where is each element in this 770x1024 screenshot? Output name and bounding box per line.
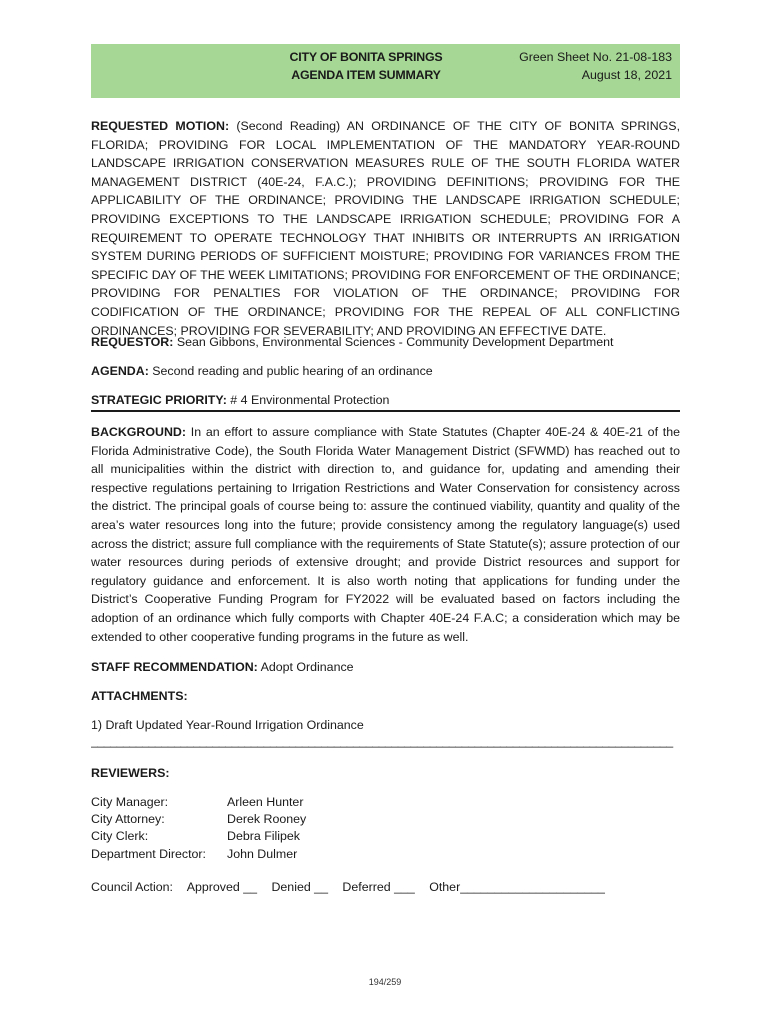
- requested-motion: [91, 117, 680, 340]
- background: [91, 423, 680, 646]
- requestor-text: Sean Gibbons, Environmental Sciences - Community Development Department: [176, 335, 614, 349]
- agenda-label: AGENDA:: [91, 364, 149, 378]
- reviewer-role: City Clerk:: [91, 829, 149, 844]
- strategic-priority-label: STRATEGIC PRIORITY:: [91, 393, 227, 407]
- requested-motion-text: (Second Reading) AN ORDINANCE OF THE CITY OF BONITA SPRINGS, FLORIDA; PROVIDING FOR LOCAL IMPLEMENTATION OF THE MANDATORY YEAR-ROUND LANDSCAPE IRRIGATION CONSERVATION MEASURES RULE OF THE SOUTH FLORIDA WATER MANAGEMENT DISTRICT (40E-24, F.A.C.); PROVIDING DEFINITIONS; PROVIDING FOR THE APPLICABILITY OF THE ORDINANCE; PROVIDING THE LANDSCAPE IRRIGATION SCHEDULE; PROVIDING EXCEPTIONS TO THE LANDSCAPE IRRIGATION SCHEDULE; PROVIDING FOR A REQUIREMENT TO OPERATE TECHNOLOGY THAT INHIBITS OR INTERRUPTS AN IRRIGATION SYSTEM DURING PERIODS OF SUFFICIENT MOISTURE; PROVIDING FOR VARIANCES FROM THE SPECIFIC DAY OF THE WEEK LIMITATIONS; PROVIDING FOR ENFORCEMENT OF THE ORDINANCE; PROVIDING FOR PENALTIES FOR VIOLATION OF THE ORDINANCE; PROVIDING FOR CODIFICATION OF THE ORDINANCE; PROVIDING FOR THE REPEAL OF ALL CONFLICTING ORDINANCES; PROVIDING FOR SEVERABILITY; AND PROVIDING AN EFFECTIVE DATE.: [91, 119, 681, 338]
- reviewer-row: [91, 794, 306, 811]
- attachments-separator: ___________________________________________________________________________________________: [91, 734, 673, 748]
- reviewer-name: Derek Rooney: [227, 812, 307, 827]
- background-text: In an effort to assure compliance with State Statutes (Chapter 40E-24 & 40E-21 of the Florida Administrative Code), the South Florida Water Management District (SFWMD) has reached out to all municipalities within the district with direction to, and guidance for, updating and amending their respective regulations pertaining to Irrigation Restrictions and Water Conservation for consistency across the district. The principal goals of course being to: assure the continued viability, quantity and quality of the area’s water resources long into the future; provide consistency among the regulatory language(s) used across the district; assure full compliance with the requirements of State Statute(s); assure protection of our water resources during periods of extensive drought; and provide District resources and support for regulatory guidance and enforcement. It is also worth noting that applications for funding under the District’s Cooperative Funding Program for FY2022 will be evaluated based on factors including the adoption of an ordinance which fully comports with Chapter 40E-24 F.A.C; a consideration which may be extended to other cooperative funding programs in the future as well.: [91, 425, 680, 644]
- header-banner: [91, 44, 680, 98]
- reviewer-role: City Manager:: [91, 795, 169, 809]
- green-sheet-number: Green Sheet No. 21-08-183: [519, 50, 672, 64]
- council-other: Other_____________________: [429, 880, 605, 894]
- strategic-priority-text: # 4 Environmental Protection: [230, 393, 390, 407]
- staff-recommendation-text: Adopt Ordinance: [260, 660, 354, 674]
- meeting-date: August 18, 2021: [581, 67, 672, 82]
- reviewers-label: REVIEWERS:: [91, 766, 170, 780]
- attachment-item: [91, 716, 680, 735]
- reviewer-role: Department Director:: [91, 846, 206, 861]
- council-action-label: Council Action:: [91, 880, 173, 894]
- council-action: [91, 880, 616, 894]
- reviewer-row: [91, 811, 306, 828]
- strategic-priority: [91, 391, 680, 410]
- reviewer-name: Debra Filipek: [227, 829, 300, 844]
- background-label: BACKGROUND:: [91, 425, 186, 439]
- sheet-info: [519, 49, 672, 84]
- attachment-item-1: 1) Draft Updated Year-Round Irrigation Ordinance: [91, 718, 364, 732]
- attachments-label: ATTACHMENTS:: [91, 689, 188, 703]
- agenda-text: Second reading and public hearing of an ordinance: [152, 364, 433, 378]
- reviewer-role: City Attorney:: [91, 812, 165, 827]
- reviewer-name: John Dulmer: [227, 846, 298, 861]
- reviewer-row: [91, 846, 306, 863]
- requestor-label: REQUESTOR:: [91, 335, 174, 349]
- title-line-2: AGENDA ITEM SUMMARY: [291, 67, 441, 82]
- agenda: [91, 362, 680, 381]
- requestor: [91, 333, 680, 352]
- reviewer-name: Arleen Hunter: [227, 795, 304, 809]
- staff-recommendation-label: STAFF RECOMMENDATION:: [91, 660, 258, 674]
- section-divider: [91, 410, 680, 412]
- staff-recommendation: [91, 658, 680, 677]
- council-deferred: Deferred ___: [342, 880, 415, 894]
- requested-motion-label: REQUESTED MOTION:: [91, 119, 230, 133]
- attachments-heading: [91, 687, 680, 706]
- council-approved: Approved __: [186, 880, 258, 894]
- reviewers-heading: [91, 764, 680, 783]
- document-title: [251, 49, 481, 84]
- reviewer-row: [91, 828, 306, 845]
- council-denied: Denied __: [271, 880, 328, 894]
- page-number: 194/259: [368, 977, 402, 987]
- reviewers-table: [91, 794, 306, 863]
- title-line-1: CITY OF BONITA SPRINGS: [289, 50, 443, 64]
